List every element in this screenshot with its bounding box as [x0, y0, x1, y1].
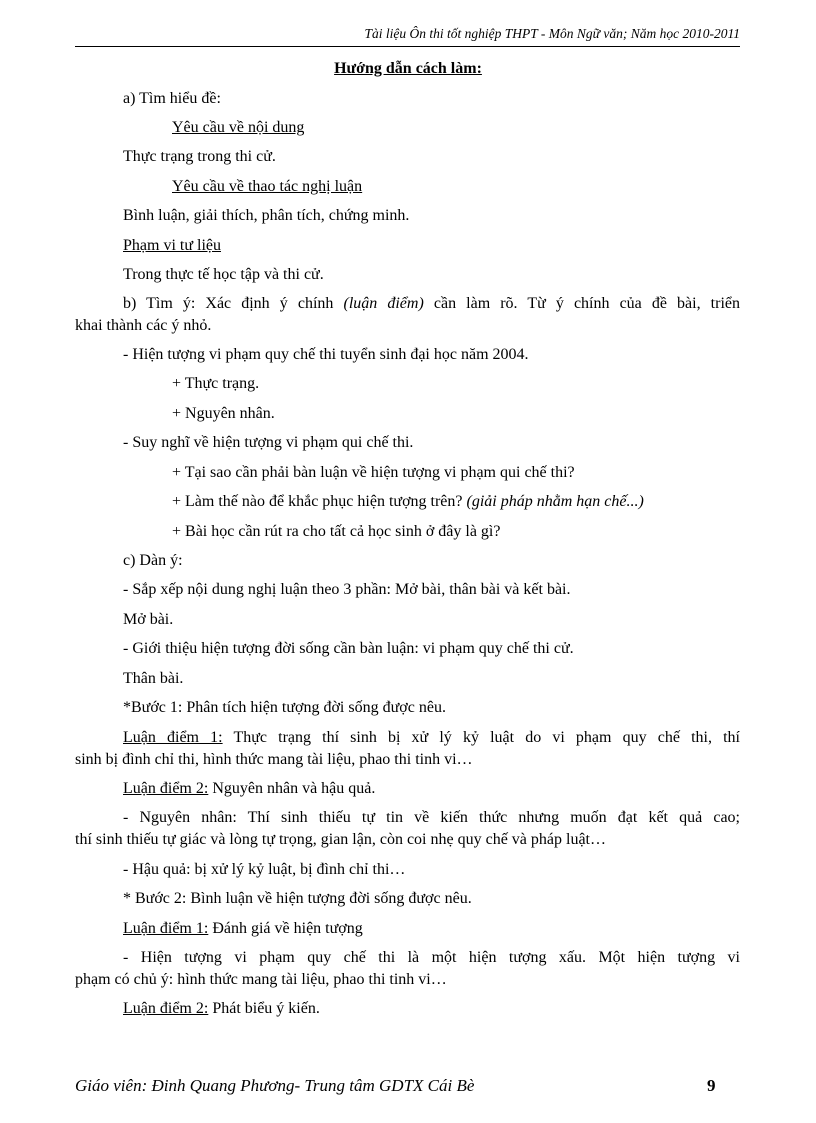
content-requirement-text: Thực trạng trong thi cử. [123, 148, 276, 165]
section-b-line1: b) Tìm ý: Xác định ý chính (luận điểm) cần làm rõ. Từ ý chính của đề bài, triển [123, 295, 741, 312]
arrange-item: - Sắp xếp nội dung nghị luận theo 3 phần: Mở bài, thân bài và kết bài. [123, 581, 571, 598]
body-label: Thân bài. [123, 670, 184, 687]
how-item: + Làm thế nào để khắc phục hiện tượng trên? (giải pháp nhằm hạn chế...) [172, 493, 644, 510]
lesson-item: + Bài học cần rút ra cho tất cả học sinh ở đây là gì? [172, 523, 501, 540]
section-a-heading: a) Tìm hiểu đề: [123, 90, 221, 107]
header-text: Tài liệu Ôn thi tốt nghiệp THPT - Môn Ngữ văn; Năm học 2010-2011 [364, 26, 740, 41]
why-item: + Tại sao cần phải bàn luận về hiện tượng vi phạm qui chế thi? [172, 464, 575, 481]
page-header [75, 22, 740, 47]
section-c-heading: c) Dàn ý: [123, 552, 183, 569]
cause-line2: thí sinh thiếu tự giác và lòng tự trọng, gian lận, còn coi nhẹ quy chế và pháp luật… [75, 831, 606, 848]
content-requirement-label: Yêu cầu về nội dung [172, 119, 305, 136]
method-requirement-text: Bình luận, giải thích, phân tích, chứng minh. [123, 207, 410, 224]
evaluation-line2: phạm có chủ ý: hình thức mang tài liệu, phao thi tinh vi… [75, 971, 447, 988]
scope-label: Phạm vi tư liệu [123, 237, 221, 254]
consequence-text: - Hậu quả: bị xử lý kỷ luật, bị đình chỉ thi… [123, 861, 406, 878]
point3: Luận điểm 1: Đánh giá về hiện tượng [123, 920, 363, 937]
point1-line1: Luận điểm 1: Thực trạng thí sinh bị xử lý kỷ luật do vi phạm quy chế thi, thí [123, 729, 741, 746]
evaluation-line1: - Hiện tượng vi phạm quy chế thi là một hiện tượng xấu. Một hiện tượng vi [123, 949, 740, 966]
intro-label: Mở bài. [123, 611, 174, 628]
section-b-line2: khai thành các ý nhỏ. [75, 317, 212, 334]
footer-text: Giáo viên: Đinh Quang Phương- Trung tâm GDTX Cái Bè [75, 1076, 475, 1095]
cause-line1: - Nguyên nhân: Thí sinh thiếu tự tin về kiến thức nhưng muốn đạt kết quả cao; [123, 809, 740, 826]
intro-text: - Giới thiệu hiện tượng đời sống cần bàn luận: vi phạm quy chế thi cử. [123, 640, 574, 657]
point4: Luận điểm 2: Phát biểu ý kiến. [123, 1000, 320, 1017]
reflection-item: - Suy nghĩ về hiện tượng vi phạm qui chế thi. [123, 434, 414, 451]
point2: Luận điểm 2: Nguyên nhân và hậu quả. [123, 780, 376, 797]
step2-text: * Bước 2: Bình luận về hiện tượng đời sống được nêu. [123, 890, 472, 907]
cause-item: + Nguyên nhân. [172, 405, 275, 422]
page-title: Hướng dẫn cách làm: [334, 60, 482, 77]
status-item: + Thực trạng. [172, 375, 260, 392]
page-number: 9 [707, 1076, 716, 1095]
phenomenon-item: - Hiện tượng vi phạm quy chế thi tuyển sinh đại học năm 2004. [123, 346, 529, 363]
method-requirement-label: Yêu cầu về thao tác nghị luận [172, 178, 363, 195]
step1-text: *Bước 1: Phân tích hiện tượng đời sống được nêu. [123, 699, 446, 716]
point1-line2: sinh bị đình chỉ thi, hình thức mang tài liệu, phao thi tinh vi… [75, 751, 473, 768]
scope-text: Trong thực tế học tập và thi cử. [123, 266, 324, 283]
